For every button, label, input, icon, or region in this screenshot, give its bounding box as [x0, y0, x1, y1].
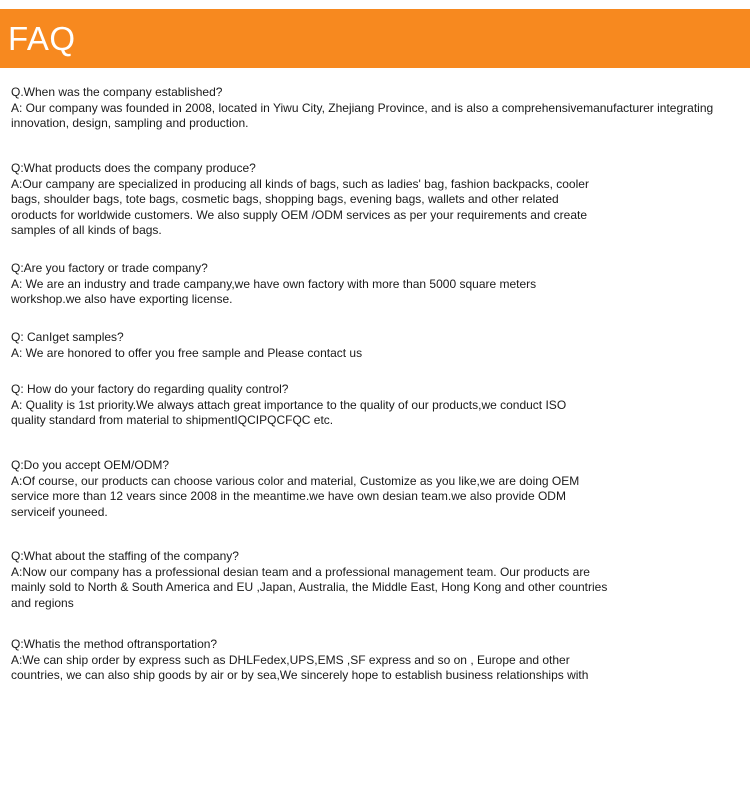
faq-answer: A:Of course, our products can choose various color and material, Customize as you like,we are doing OEM service more than 12 vears since 2008 in the meantime.we have own desian team.we also provide ODM serviceif youneed. — [11, 473, 580, 519]
faq-answer: A: Our company was founded in 2008, located in Yiwu City, Zhejiang Province, and is also a comprehensivemanufacturer integrating innovation, design, sampling and production. — [11, 100, 714, 131]
faq-item-established — [11, 85, 741, 132]
faq-question: Q.When was the company established? — [11, 85, 223, 99]
faq-question: Q: How do your factory do regarding quality control? — [11, 382, 289, 396]
faq-answer: A:We can ship order by express such as DHLFedex,UPS,EMS ,SF express and so on , Europe and other countries, we can also ship goods by air or by sea,We sincerely hope to establish business relationships with — [11, 652, 589, 683]
faq-item-samples — [11, 330, 741, 361]
faq-item-transportation — [11, 637, 741, 684]
faq-item-staffing — [11, 549, 741, 611]
faq-title: FAQ — [8, 20, 76, 57]
faq-answer: A: Quality is 1st priority.We always attach great importance to the quality of our products,we conduct ISO quality standard from material to shipmentIQCIPQCFQC etc. — [11, 397, 567, 428]
faq-question: Q:What products does the company produce? — [11, 161, 256, 175]
faq-question: Q:What about the staffing of the company? — [11, 549, 239, 563]
faq-answer: A: We are an industry and trade campany,we have own factory with more than 5000 square meters workshop.we also have exporting license. — [11, 276, 537, 307]
faq-item-products — [11, 161, 741, 239]
faq-question: Q: CanIget samples? — [11, 330, 124, 344]
faq-item-factory-or-trade — [11, 261, 741, 308]
faq-answer: A:Now our company has a professional desian team and a professional management team. Our products are mainly sold to North & South America and EU ,Japan, Australia, the Middle East, Hong Kong and other countries and regions — [11, 564, 608, 610]
faq-question: Q:Whatis the method oftransportation? — [11, 637, 218, 651]
faq-item-quality-control — [11, 382, 741, 429]
faq-question: Q:Are you factory or trade company? — [11, 261, 208, 275]
faq-item-oem-odm — [11, 458, 741, 520]
top-spacer — [0, 0, 750, 8]
faq-question: Q:Do you accept OEM/ODM? — [11, 458, 170, 472]
faq-answer: A: We are honored to offer you free sample and Please contact us — [11, 345, 363, 360]
faq-answer: A:Our campany are specialized in producing all kinds of bags, such as ladies' bag, fashion backpacks, cooler bags, shoulder bags, tote bags, cosmetic bags, shopping bags, evening bags, wallets and other related oroducts for worldwide customers. We also supply OEM /ODM services as per your requirements and create samples of all kinds of bags. — [11, 176, 589, 238]
faq-header-banner — [0, 9, 750, 68]
